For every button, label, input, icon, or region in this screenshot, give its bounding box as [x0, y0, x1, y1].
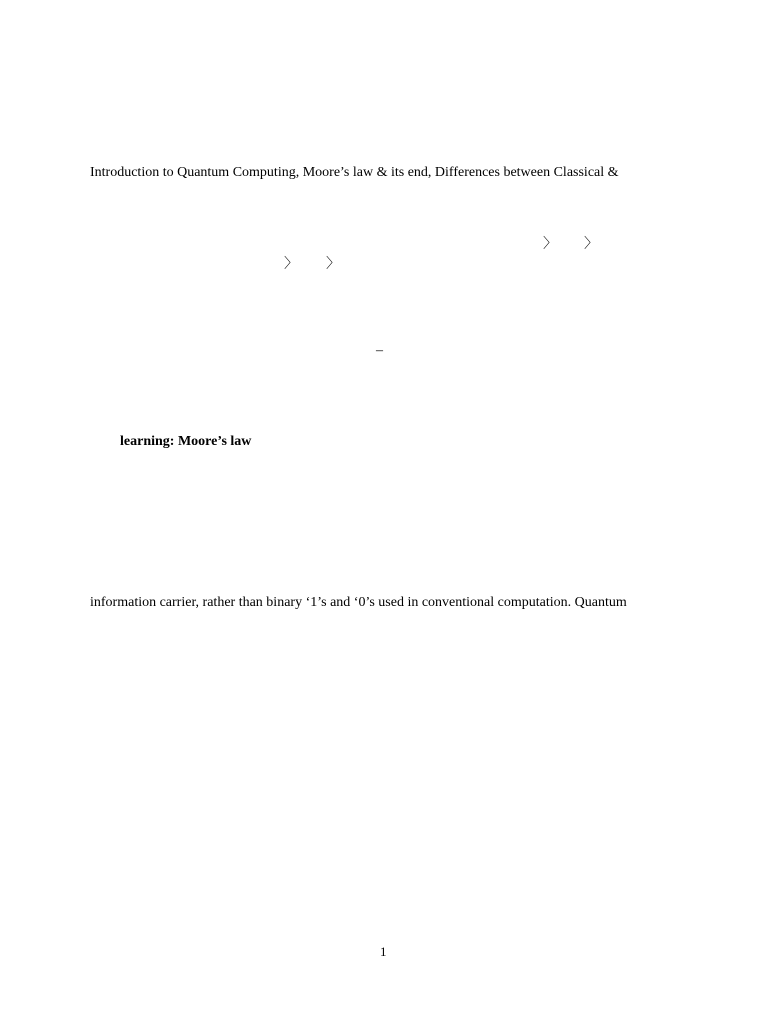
ket-bracket-symbol: 〉: [584, 237, 598, 252]
information-text-line: information carrier, rather than binary ‘1’s and ‘0’s used in conventional computation. Quantum: [90, 595, 627, 610]
dash-symbol: –: [376, 343, 383, 358]
page-number: 1: [380, 944, 387, 959]
ket-bracket-symbol: 〉: [284, 257, 298, 272]
intro-text-line: Introduction to Quantum Computing, Moore’s law & its end, Differences between Classical &: [90, 165, 619, 180]
ket-bracket-symbol: 〉: [543, 237, 557, 252]
section-heading-moores-law: learning: Moore’s law: [120, 434, 252, 449]
ket-bracket-symbol: 〉: [326, 257, 340, 272]
